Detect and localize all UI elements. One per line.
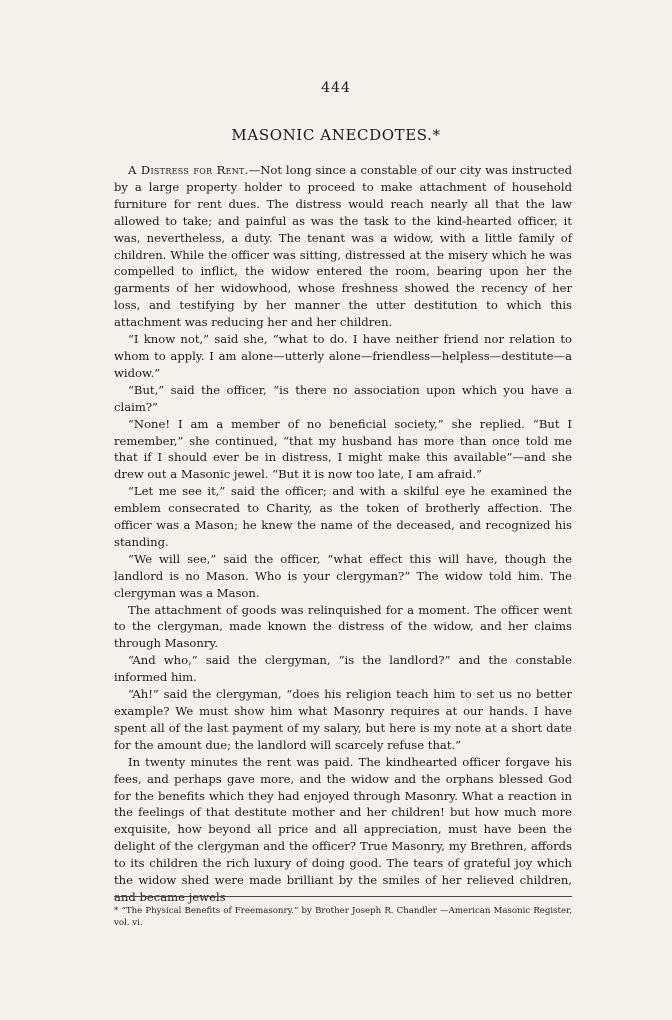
article-body: [114, 162, 572, 906]
paragraph: “Let me see it,” said the officer; and with a skilful eye he examined the emblem consecrated to Charity, as the token of brotherly affection. The officer was a Mason; he knew the name of the deceased, and recognized his standing.: [114, 484, 572, 549]
paragraph: “We will see,” said the officer, “what effect this will have, though the landlord is no Mason. Who is your clergyman?” The widow told him. The clergyman was a Mason.: [114, 551, 572, 600]
paragraph: “None! I am a member of no beneficial society,” she replied. “But I remember,” she continued, “that my husband has more than once told me that if I should ever be in distress, I might make this available”—and she drew out a Masonic jewel. “But it is now too late, I am afraid.”: [114, 416, 572, 482]
paragraph-text: —Not long since a constable of our city was instructed by a large property holder to proceed to make attachment of household furniture for rent dues. The distress would reach nearly all that the law allowed to take; and painful as was the task to the kind-hearted officer, it was, nevertheless, a duty. The tenant was a widow, with a little family of children. While the officer was sitting, distressed at the misery which he was compelled to inflict, the widow entered the room, bearing upon her the garments of her widowhood, whose freshness showed the recency of her loss, and testifying by her manner the utter destitution to which this attachment was reducing her and her children.: [114, 163, 572, 330]
page-number: 444: [321, 80, 351, 96]
footnote-rule: [114, 896, 572, 897]
lead-caps: A Distress for Rent.: [128, 163, 249, 177]
paragraph: “I know not,” said she, “what to do. I have neither friend nor relation to whom to apply. I am alone—utterly alone—friendless—helpless—destitute—a widow.”: [114, 332, 572, 380]
paragraph: [114, 162, 572, 331]
paragraph: “But,” said the officer, “is there no association upon which you have a claim?”: [114, 382, 572, 414]
article-title: MASONIC ANECDOTES.*: [231, 126, 441, 144]
paragraph: In twenty minutes the rent was paid. The kindhearted officer forgave his fees, and perhaps gave more, and the widow and the orphans blessed God for the benefits which they had enjoyed through Masonry. What a reaction in the feelings of that destitute mother and her children! but how much more exquisite, how beyond all price and all appreciation, must have been the delight of the clergyman and the officer? True Masonry, my Brethren, affords to its children the rich luxury of doing good. The tears of grateful joy which the widow shed were made brilliant by the smiles of her relieved children, and became jewels: [114, 754, 572, 904]
paragraph: “Ah!” said the clergyman, “does his religion teach him to set us no better example? We must show him what Masonry requires at our hands. I have spent all of the last payment of my salary, but here is my note at a short date for the amount due; the landlord will scarcely refuse that.”: [114, 687, 572, 752]
footnote: * “The Physical Benefits of Freemasonry.” by Brother Joseph R. Chandler —American Masonic Register, vol. vi.: [114, 906, 572, 928]
paragraph: The attachment of goods was relinquished for a moment. The officer went to the clergyman, made known the distress of the widow, and her claims through Masonry.: [114, 602, 572, 651]
paragraph: “And who,” said the clergyman, “is the landlord?” and the constable informed him.: [114, 653, 572, 685]
